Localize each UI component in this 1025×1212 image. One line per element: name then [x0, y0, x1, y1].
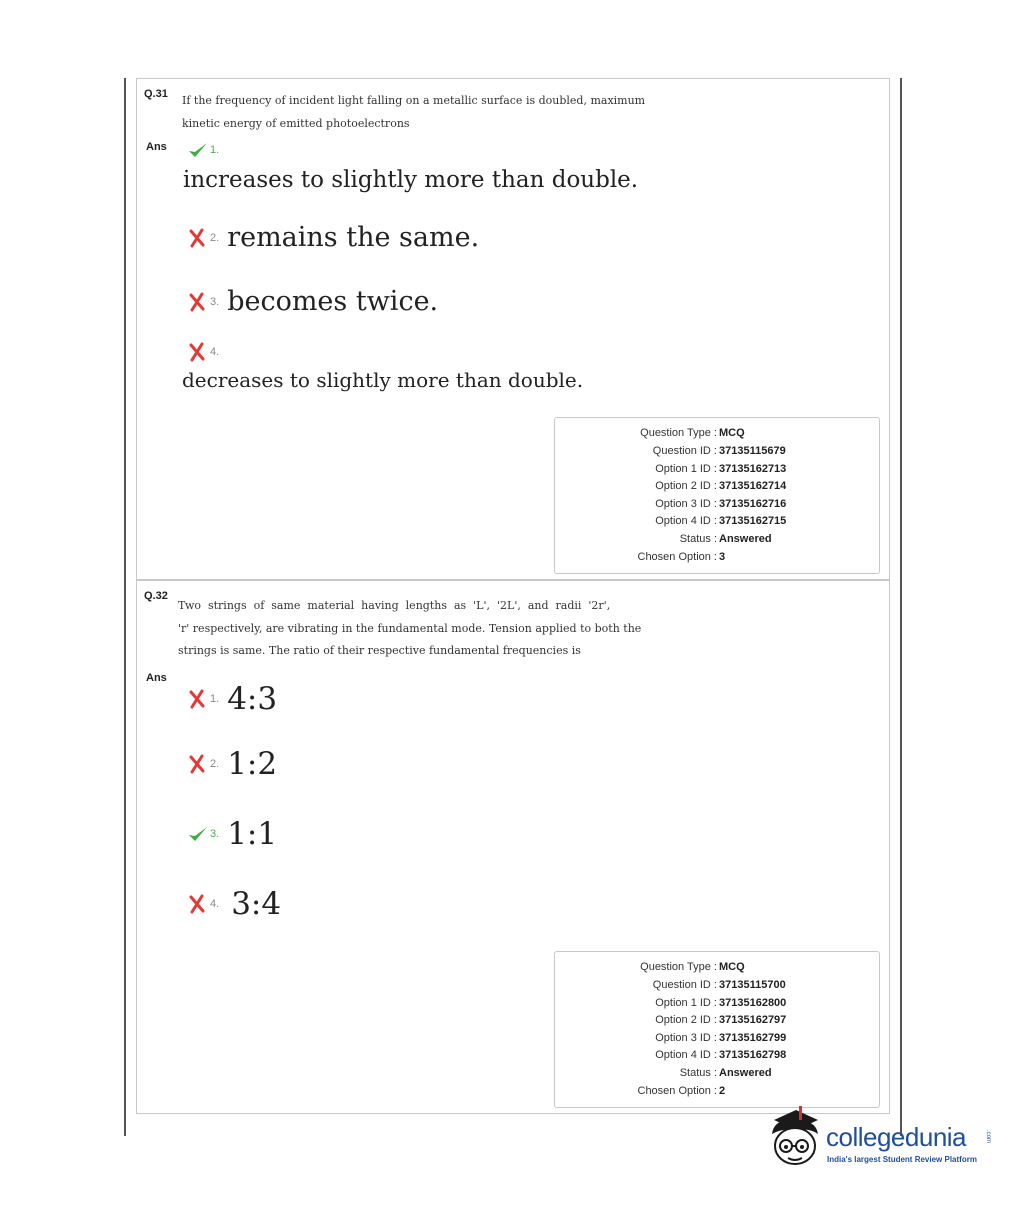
wrong-cross-icon [187, 292, 209, 312]
meta-row [555, 460, 879, 478]
wrong-cross-icon [187, 894, 209, 914]
option-text: increases to slightly more than double. [183, 167, 639, 193]
meta-value: 37135115679 [719, 445, 786, 457]
meta-key: Option 4 ID : [655, 515, 717, 527]
meta-row [555, 1046, 879, 1064]
meta-key: Option 2 ID : [655, 1014, 717, 1026]
meta-key: Status : [679, 533, 717, 545]
option-text: 1:2 [227, 746, 278, 782]
question-text [178, 595, 641, 663]
meta-key: Question Type : [640, 961, 717, 973]
meta-row [555, 512, 879, 530]
option-4 [187, 342, 227, 362]
answer-label: Ans [146, 672, 167, 684]
option-text: 4:3 [227, 681, 278, 717]
meta-key: Option 2 ID : [655, 480, 717, 492]
correct-check-icon [187, 824, 209, 844]
page-left-rule [124, 78, 126, 1136]
meta-value: 37135162798 [719, 1049, 787, 1061]
meta-key: Question ID : [652, 979, 717, 991]
meta-row [555, 1029, 879, 1047]
meta-value: 37135162797 [719, 1014, 787, 1026]
meta-row [555, 442, 879, 460]
question-block-31 [136, 78, 890, 580]
option-number: 3. [210, 295, 220, 308]
mascot-icon [766, 1104, 824, 1174]
brand-tagline: India's largest Student Review Platform [827, 1155, 977, 1164]
question-number: Q.31 [144, 88, 168, 100]
option-2 [187, 746, 277, 782]
meta-row [555, 958, 879, 976]
question-text-line: kinetic energy of emitted photoelectrons [182, 116, 410, 130]
meta-key: Status : [679, 1067, 717, 1079]
meta-value: 3 [719, 551, 726, 563]
meta-key: Option 3 ID : [655, 498, 717, 510]
meta-row [555, 477, 879, 495]
meta-row [555, 530, 879, 548]
answer-label: Ans [146, 141, 167, 153]
meta-value: 37135162799 [719, 1032, 787, 1044]
option-number: 1. [210, 144, 220, 156]
collegedunia-logo[interactable] [766, 1104, 996, 1174]
meta-key: Option 1 ID : [655, 463, 717, 475]
meta-key: Option 3 ID : [655, 1032, 717, 1044]
option-number: 2. [210, 758, 220, 770]
meta-row [555, 548, 879, 566]
question-block-32 [136, 580, 890, 1114]
option-text: decreases to slightly more than double. [182, 368, 584, 392]
option-1 [187, 140, 227, 160]
meta-value: 37135115700 [719, 979, 786, 991]
option-2 [187, 222, 479, 253]
brand-suffix: .com [985, 1130, 991, 1144]
question-meta-panel [554, 951, 880, 1108]
option-number: 1. [210, 693, 220, 705]
meta-value: Answered [719, 1067, 772, 1079]
option-number: 4. [210, 346, 220, 358]
meta-value: 37135162715 [719, 515, 787, 527]
wrong-cross-icon [187, 228, 209, 248]
meta-value: 37135162800 [719, 997, 787, 1009]
meta-value: Answered [719, 533, 772, 545]
meta-key: Option 1 ID : [655, 997, 717, 1009]
meta-key: Chosen Option : [637, 1085, 717, 1097]
meta-key: Chosen Option : [637, 551, 717, 563]
option-text: remains the same. [227, 222, 480, 253]
question-text [182, 90, 645, 135]
meta-row [555, 976, 879, 994]
wrong-cross-icon [187, 689, 209, 709]
meta-row [555, 1011, 879, 1029]
question-meta-panel [554, 417, 880, 574]
meta-value: MCQ [719, 961, 745, 973]
meta-value: MCQ [719, 427, 745, 439]
option-1 [187, 681, 277, 717]
question-number: Q.32 [144, 590, 168, 602]
option-text: 3:4 [231, 886, 282, 922]
wrong-cross-icon [187, 754, 209, 774]
meta-value: 2 [719, 1085, 726, 1097]
question-text-line: strings is same. The ratio of their respective fundamental frequencies is [178, 644, 581, 657]
option-number: 3. [210, 828, 220, 840]
option-3 [187, 286, 438, 317]
correct-check-icon [187, 140, 209, 160]
option-number: 2. [210, 231, 220, 244]
option-3 [187, 816, 277, 852]
meta-value: 37135162713 [719, 463, 787, 475]
meta-row [555, 495, 879, 513]
meta-row [555, 994, 879, 1012]
page-right-rule [900, 78, 902, 1136]
meta-row [555, 424, 879, 442]
meta-key: Question Type : [640, 427, 717, 439]
meta-key: Question ID : [652, 445, 717, 457]
wrong-cross-icon [187, 342, 209, 362]
meta-row [555, 1082, 879, 1100]
option-number: 4. [210, 898, 220, 910]
meta-key: Option 4 ID : [655, 1049, 717, 1061]
meta-row [555, 1064, 879, 1082]
brand-name: collegedunia [826, 1122, 967, 1152]
meta-value: 37135162714 [719, 480, 787, 492]
option-text: becomes twice. [227, 286, 439, 317]
option-4 [187, 886, 281, 922]
option-text: 1:1 [227, 816, 278, 852]
question-text-line: 'r' respectively, are vibrating in the fundamental mode. Tension applied to both the [178, 621, 642, 635]
meta-value: 37135162716 [719, 498, 787, 510]
question-text-line: If the frequency of incident light falling on a metallic surface is doubled, maximum [182, 94, 646, 107]
question-text-line: Two strings of same material having lengths as 'L', '2L', and radii '2r', [178, 599, 611, 612]
